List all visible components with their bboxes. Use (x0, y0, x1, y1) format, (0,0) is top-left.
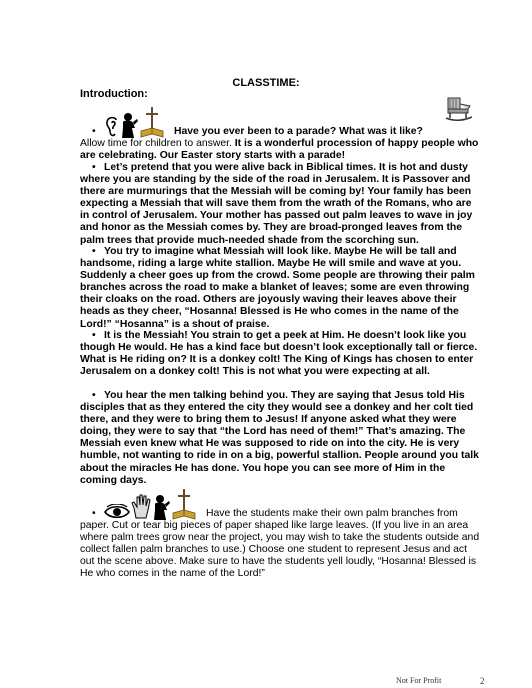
eye-icon (104, 504, 130, 520)
page-title: CLASSTIME: (232, 77, 300, 89)
procession-text: It is a wonderful procession of happy people who are celebrating. Our Easter story starts with a parade! (80, 138, 479, 162)
paragraph-text: Let’s pretend that you were alive back in Biblical times. It is hot and dusty where you are standing by the side of the road in Jerusalem. It is Passover and there are murmurings that the Messiah will be coming by! Your family has been expecting a Messiah that will save them from the wrath of the Romans, who are in control of Jerusalem. Your mother has passed out palm leaves to wave in joy and honor as the Messiah comes by. They are broad-pronged leaves from the palm trees that provide much-needed shade from the scorching sun. (80, 162, 473, 246)
bullet: • (92, 507, 96, 519)
footer-notice: Not For Profit (396, 676, 442, 685)
bullet: • (92, 330, 96, 341)
cross-bible-icon (140, 106, 164, 138)
bullet: • (92, 125, 96, 137)
bullet: • (92, 246, 96, 257)
paragraph-text: You try to imagine what Messiah will look like. Maybe He will be tall and handsome, riding a large white stallion. Maybe He will smile and wave at you. Suddenly a cheer goes up from the crowd. Some people are throwing their palm branches across the road to make a blanket of leaves; some are even throwing their cloaks on the road. Others are joyously waving their leaves above their heads as they cheer, “Hosanna! Blessed is He who comes in the name of the Lord!” “Hosanna” is a shout of praise. (80, 246, 475, 330)
activity-block (80, 490, 480, 580)
cross-bible-icon (172, 488, 196, 520)
parade-question: Have you ever been to a parade? What was it like? (174, 125, 423, 137)
paragraph-text: You hear the men talking behind you. They are saying that Jesus told His disciples that as they entered the city they would see a donkey and her colt tied there, and they were to bring them to Jesus! If anyone asked what they were doing, they were to say that “the Lord has need of them!” That’s amazing. The Messiah even knew what He was supposed to ride on into the city. He is very humble, not wanting to ride in on a big, powerful stallion. People around you talk about the miracles He has done. You hope you can see more of Him in the coming days. (80, 390, 479, 486)
ear-icon (104, 116, 120, 138)
section-heading-introduction: Introduction: (80, 88, 148, 100)
story-paragraph (80, 390, 480, 487)
story-paragraph (80, 162, 480, 247)
activity-first-line: Have the students make their own palm branches from (206, 507, 458, 519)
praying-child-icon (152, 494, 172, 520)
activity-text: paper. Cut or tear big pieces of paper shaped like large leaves. (If you live in an area where palm trees grow near the project, you may wish to take the students outside and collect fallen palm branches to use.) Choose one student to represent Jesus and act out the scene above. Make sure to have the students yell loudly, “Hosanna! Blessed is He who comes in the name of the Lord!” (80, 520, 480, 580)
paragraph-text: It is the Messiah! You strain to get a peek at Him. He doesn’t look like you though He would. He has a kind face but doesn’t look exceptionally tall or fierce. What is He riding on? It is a donkey colt! The King of Kings has chosen to enter Jerusalem on a donkey colt! This is not what you were expecting at all. (80, 330, 478, 378)
page-number: 2 (480, 676, 485, 686)
instruction-text: Allow time for children to answer. (80, 138, 232, 149)
bullet: • (92, 390, 96, 401)
hand-icon (130, 494, 152, 520)
story-paragraph (80, 246, 480, 331)
intro-question-block (80, 104, 480, 162)
praying-child-icon (120, 112, 140, 138)
bullet: • (92, 162, 96, 173)
story-paragraph (80, 330, 480, 378)
